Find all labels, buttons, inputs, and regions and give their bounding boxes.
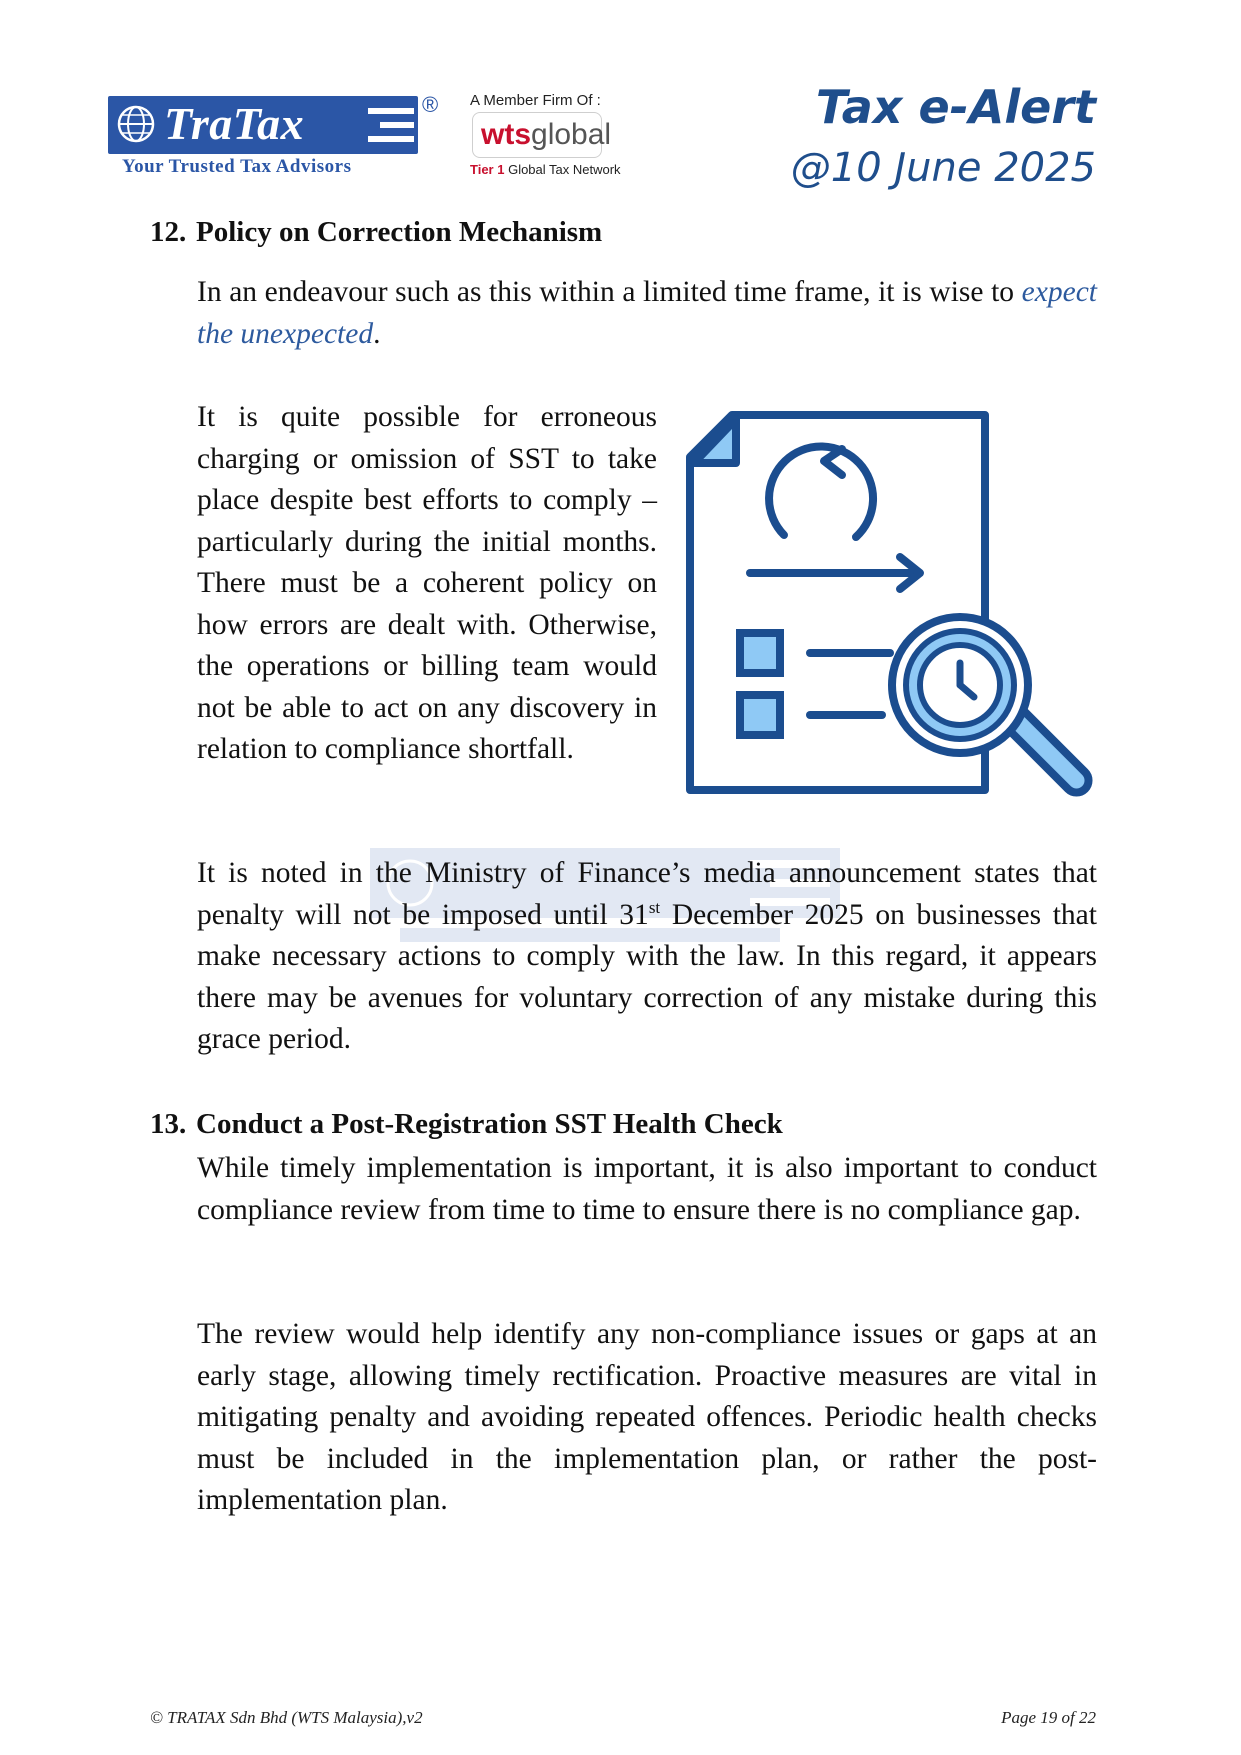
- tratax-logo: [108, 92, 439, 182]
- globe-icon: [116, 104, 156, 144]
- network-tier-label: Tier 1 Global Tax Network: [470, 162, 621, 177]
- wts-logo-box: [472, 112, 612, 158]
- brand-bars-mark: [366, 106, 416, 144]
- member-firm-label: A Member Firm Of :: [470, 92, 601, 109]
- ordinal-suffix: st: [648, 897, 661, 917]
- section-number: 13.: [150, 1108, 187, 1140]
- document-review-magnifier-clock-icon: [670, 405, 1120, 845]
- brand-tagline: Your Trusted Tax Advisors: [122, 156, 352, 177]
- section-13-heading: [150, 1108, 783, 1141]
- wts-global-logo: [470, 92, 650, 182]
- section-12-heading: [150, 216, 602, 249]
- section-13-paragraph-1: While timely implementation is important, it is also important to conduct compliance review from time to time to ensure there is no compliance gap.: [197, 1152, 1097, 1226]
- section-13-paragraph-2: The review would help identify any non-compliance issues or gaps at an early stage, allowing timely rectification. Proactive measures are vital in mitigating penalty and avoiding repeated offences. Periodic health checks must be included in the implementation plan, or rather the post-implementation plan.: [197, 1318, 1097, 1516]
- alert-date: @10 June 2025: [790, 145, 1096, 191]
- section-12-paragraph-3: It is noted in the Ministry of Finance’s media announcement states that penalty will not be imposed until 31st December 2025 on businesses that make necessary actions to comply with the law. In this regard, it appears there may be avenues for voluntary correction of any mistake during this grace period.: [197, 857, 1097, 1055]
- wts-wordmark: wtsglobal: [481, 118, 612, 151]
- footer-copyright: © TRATAX Sdn Bhd (WTS Malaysia),v2: [150, 1708, 423, 1727]
- section-12-paragraph-1: In an endeavour such as this within a limited time frame, it is wise to expect the unexpected.: [197, 276, 1097, 350]
- footer-page-number: Page 19 of 22: [1001, 1708, 1096, 1727]
- section-number: 12.: [150, 216, 187, 248]
- emphasis-text: expect the unexpected: [197, 276, 1097, 350]
- alert-title: Tax e-Alert: [815, 80, 1096, 134]
- section-12-paragraph-2: It is quite possible for erroneous charging or omission of SST to take place despite best efforts to comply – particularly during the initial months. There must be a coherent policy on how errors are dealt with. Otherwise, the operations or billing team would not be able to act on any discovery in relation to compliance shortfall.: [197, 401, 657, 765]
- section-title: Conduct a Post-Registration SST Health Check: [196, 1108, 783, 1140]
- section-title: Policy on Correction Mechanism: [196, 216, 603, 248]
- tratax-logo-box: [108, 96, 418, 154]
- brand-name: TraTax: [164, 98, 305, 149]
- registered-mark: ®: [422, 92, 439, 117]
